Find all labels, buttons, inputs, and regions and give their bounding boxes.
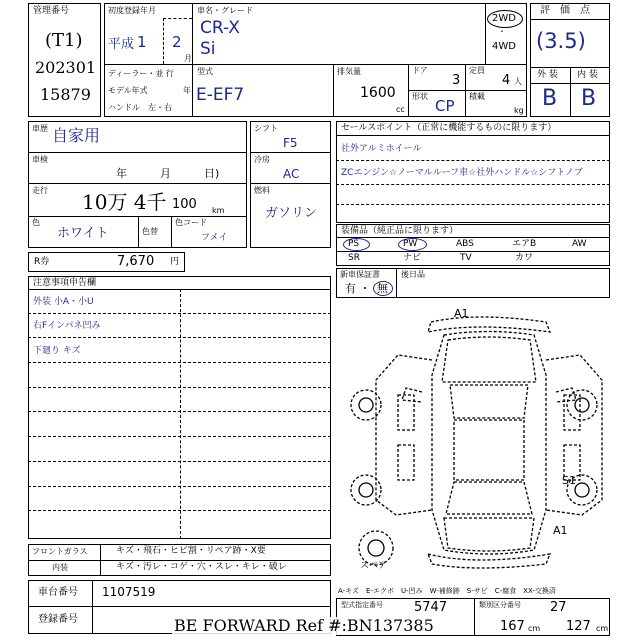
- car-name-label: 車名・グレード: [197, 6, 253, 15]
- drive-4wd: 4WD: [492, 41, 516, 52]
- km-unit: km: [212, 206, 225, 215]
- notes-label: 注意事項申告欄: [33, 278, 97, 288]
- mileage-main: 10万 4千: [82, 190, 167, 214]
- recycle-box: [28, 252, 185, 272]
- note-line-3: 下廻り キズ: [33, 346, 81, 356]
- selling-points-label: セールスポイント（正常に機能するものに限ります）: [341, 123, 557, 133]
- management-code: (T1): [45, 30, 83, 51]
- height-unit: cm: [596, 624, 609, 633]
- car-grade: Si: [200, 39, 216, 59]
- color-code-value: フメイ: [201, 233, 228, 243]
- car-damage-diagram: [336, 300, 610, 580]
- capacity-label: 定員: [469, 66, 485, 75]
- shift-label: シフト: [254, 124, 278, 133]
- equipment-airbag: エアB: [512, 239, 537, 249]
- rear-item-label: 後日品: [401, 270, 425, 279]
- class-number-value: 27: [550, 600, 567, 615]
- shift-value: F5: [283, 136, 298, 150]
- warranty-value: 有 ・: [345, 282, 371, 295]
- warranty-circled: 無: [377, 282, 388, 295]
- watermark: BE FORWARD Ref #:BN137385: [174, 616, 434, 635]
- chassis-value: 1107519: [102, 585, 156, 599]
- displacement-label: 排気量: [337, 67, 361, 76]
- recycle-amount: 7,670: [117, 254, 155, 269]
- length-unit: cm: [528, 624, 541, 633]
- color-code-label: 色コード: [175, 218, 207, 227]
- damage-a1-front: A1: [454, 307, 469, 320]
- chassis-label: 車台番号: [38, 587, 78, 598]
- inspection-label: 車検: [32, 155, 48, 164]
- equipment-aw: AW: [572, 239, 587, 249]
- model-year-label: モデル年式: [108, 86, 148, 95]
- equipment-ps: PS: [348, 239, 360, 249]
- equipment-sr: SR: [348, 253, 360, 263]
- rating-score: (3.5): [536, 29, 586, 53]
- management-label: 管理番号: [33, 6, 70, 16]
- dealer-label: ディーラー・並 行: [108, 69, 174, 78]
- usage-label: 車歴: [32, 124, 48, 133]
- spare-label: スペア: [360, 561, 388, 571]
- car-name: CR-X: [200, 18, 240, 38]
- interior-label: 内 装: [577, 70, 598, 80]
- selling-point-2: ZCエンジン☆ノーマルルーフ車☆社外ハンドル☆シフトノブ: [341, 168, 583, 178]
- registration-number-label: 登録番号: [38, 614, 78, 625]
- usage-value: 自家用: [52, 126, 101, 145]
- interior-cond-label: 内装: [52, 563, 68, 572]
- exterior-label: 外 装: [537, 70, 558, 80]
- cc-unit: cc: [396, 105, 405, 114]
- registration-month: 2: [172, 33, 182, 51]
- equipment-abs: ABS: [456, 239, 474, 249]
- fuel-label: 燃料: [254, 186, 270, 195]
- registration-label: 初度登録年月: [108, 6, 156, 15]
- class-number-label: 類別区分番号: [479, 601, 521, 609]
- interior-cond-value: キズ・汚レ・コゲ・穴・スレ・キレ・破レ: [116, 562, 287, 572]
- type-number-value: 5747: [414, 600, 448, 615]
- capacity-unit: 人: [514, 77, 522, 86]
- model-label: 型式: [197, 67, 213, 76]
- front-glass-label: フロントガラス: [32, 547, 88, 556]
- color-value: ホワイト: [57, 226, 109, 241]
- equipment-navi: ナビ: [403, 253, 422, 263]
- displacement-value: 1600: [360, 85, 396, 101]
- note-line-1: 外装 小A・小U: [33, 297, 94, 307]
- length-value: 167: [500, 619, 525, 634]
- recycle-unit: 円: [170, 257, 180, 267]
- rating-label: 評 価 点: [540, 5, 590, 16]
- shape-value: CP: [435, 97, 455, 115]
- height-value: 127: [566, 619, 591, 634]
- selling-point-1: 社外アルミホイール: [341, 144, 422, 154]
- kg-unit: kg: [514, 106, 524, 115]
- fuel-value: ガソリン: [265, 206, 318, 221]
- doors-value: 3: [452, 73, 461, 88]
- registration-box: [104, 3, 527, 117]
- type-number-label: 型式指定番号: [341, 601, 383, 609]
- equipment-leather: カワ: [515, 253, 534, 263]
- inspection-value: 年 月 日): [116, 167, 220, 180]
- damage-a1-rear: A1: [553, 524, 568, 537]
- recycle-label: R券: [34, 257, 50, 267]
- load-label: 積載: [469, 92, 485, 101]
- warranty-label: 新車保証書: [340, 270, 380, 279]
- mileage-sub: 100: [172, 197, 197, 212]
- drive-dot: ・: [498, 27, 506, 36]
- color-label: 色: [32, 218, 40, 227]
- equipment-tv: TV: [460, 253, 472, 263]
- handle-label: ハンドル 左・右: [108, 103, 172, 112]
- mileage-label: 走行: [32, 186, 48, 195]
- management-number-2: 15879: [40, 85, 91, 104]
- ac-label: 冷房: [254, 155, 270, 164]
- doors-label: ドア: [412, 66, 428, 75]
- damage-legend: A-キズ E-エクボ U-凹み W-補修跡 S-サビ C-腐食 XX-交換済: [338, 587, 556, 595]
- drive-2wd: 2WD: [492, 13, 516, 24]
- front-glass-value: キズ・飛石・ヒビ割・リペア跡・X要: [116, 546, 266, 556]
- month-unit: 月: [184, 54, 192, 63]
- color-change-label: 色替: [142, 227, 158, 236]
- equipment-label: 装備品（純正品に限ります）: [341, 226, 459, 236]
- damage-s1: S1: [562, 474, 576, 487]
- interior-grade: B: [581, 86, 597, 111]
- registration-era: 平成: [108, 37, 135, 52]
- capacity-value: 4: [502, 73, 511, 88]
- note-line-2: 右Fインパネ凹み: [33, 321, 101, 331]
- exterior-grade: B: [542, 86, 558, 111]
- registration-year: 1: [137, 33, 147, 51]
- model-year-unit: 年: [183, 86, 191, 95]
- ac-value: AC: [283, 167, 300, 181]
- management-number-1: 202301: [35, 58, 97, 77]
- shape-label: 形状: [412, 92, 428, 101]
- equipment-pw: PW: [403, 239, 418, 249]
- car-model: E-EF7: [196, 85, 245, 105]
